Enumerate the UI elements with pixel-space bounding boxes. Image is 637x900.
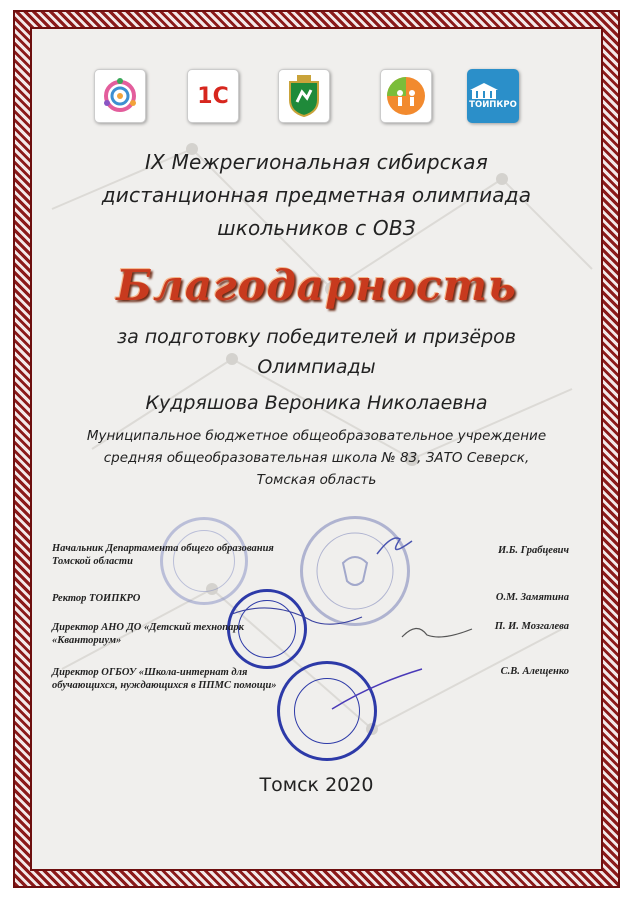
header-line-2: дистанционная предметная олимпиада bbox=[101, 183, 532, 207]
signatory-1-position-line-2: Томской области bbox=[52, 556, 133, 567]
signatory-3-position-line-1: Директор АНО ДО «Детский технопарк bbox=[52, 622, 244, 633]
recipient-name: Кудряшова Вероника Николаевна bbox=[145, 392, 488, 414]
1c-logo-text: 1С bbox=[197, 83, 229, 109]
signatory-4-position-line-2: обучающихся, нуждающихся в ППМС помощи» bbox=[52, 680, 277, 691]
header-line-3: школьников с ОВЗ bbox=[217, 216, 416, 240]
certificate-title: Благодарность bbox=[116, 261, 517, 310]
signatory-2-name: О.М. Замятина bbox=[495, 592, 569, 603]
certificate-paper bbox=[30, 27, 603, 871]
signatory-1-position bbox=[52, 542, 274, 568]
header-line-1: IX Межрегиональная сибирская bbox=[145, 150, 488, 174]
organization-line-3: Томская область bbox=[256, 472, 377, 488]
organization-line-2: средняя общеобразовательная школа № 83, ЗАТО Северск, bbox=[103, 450, 530, 466]
signatory-3-name: П. И. Мозгалева bbox=[494, 621, 569, 632]
toipkro-logo-text: ТОИПКРО bbox=[469, 100, 517, 110]
handwritten-signatures bbox=[32, 29, 603, 871]
signatory-1-name: И.Б. Грабцевич bbox=[497, 545, 569, 556]
city-year: Томск 2020 bbox=[259, 774, 374, 796]
reason-line-1: за подготовку победителей и призёров bbox=[116, 326, 517, 348]
reason-line-2: Олимпиады bbox=[257, 356, 376, 378]
signatory-4-name: С.В. Алещенко bbox=[500, 666, 569, 677]
signatory-3-position-line-2: «Кванториум» bbox=[52, 635, 122, 646]
signatory-4-position-line-1: Директор ОГБОУ «Школа-интернат для bbox=[52, 667, 248, 678]
signatory-4-position bbox=[52, 666, 277, 692]
organization-line-1: Муниципальное бюджетное общеобразовательное учреждение bbox=[86, 428, 547, 444]
signatory-2-position: Ректор ТОИПКРО bbox=[52, 593, 141, 604]
signatory-1-position-line-1: Начальник Департамента общего образования bbox=[52, 543, 274, 554]
signatory-3-position bbox=[52, 621, 244, 647]
